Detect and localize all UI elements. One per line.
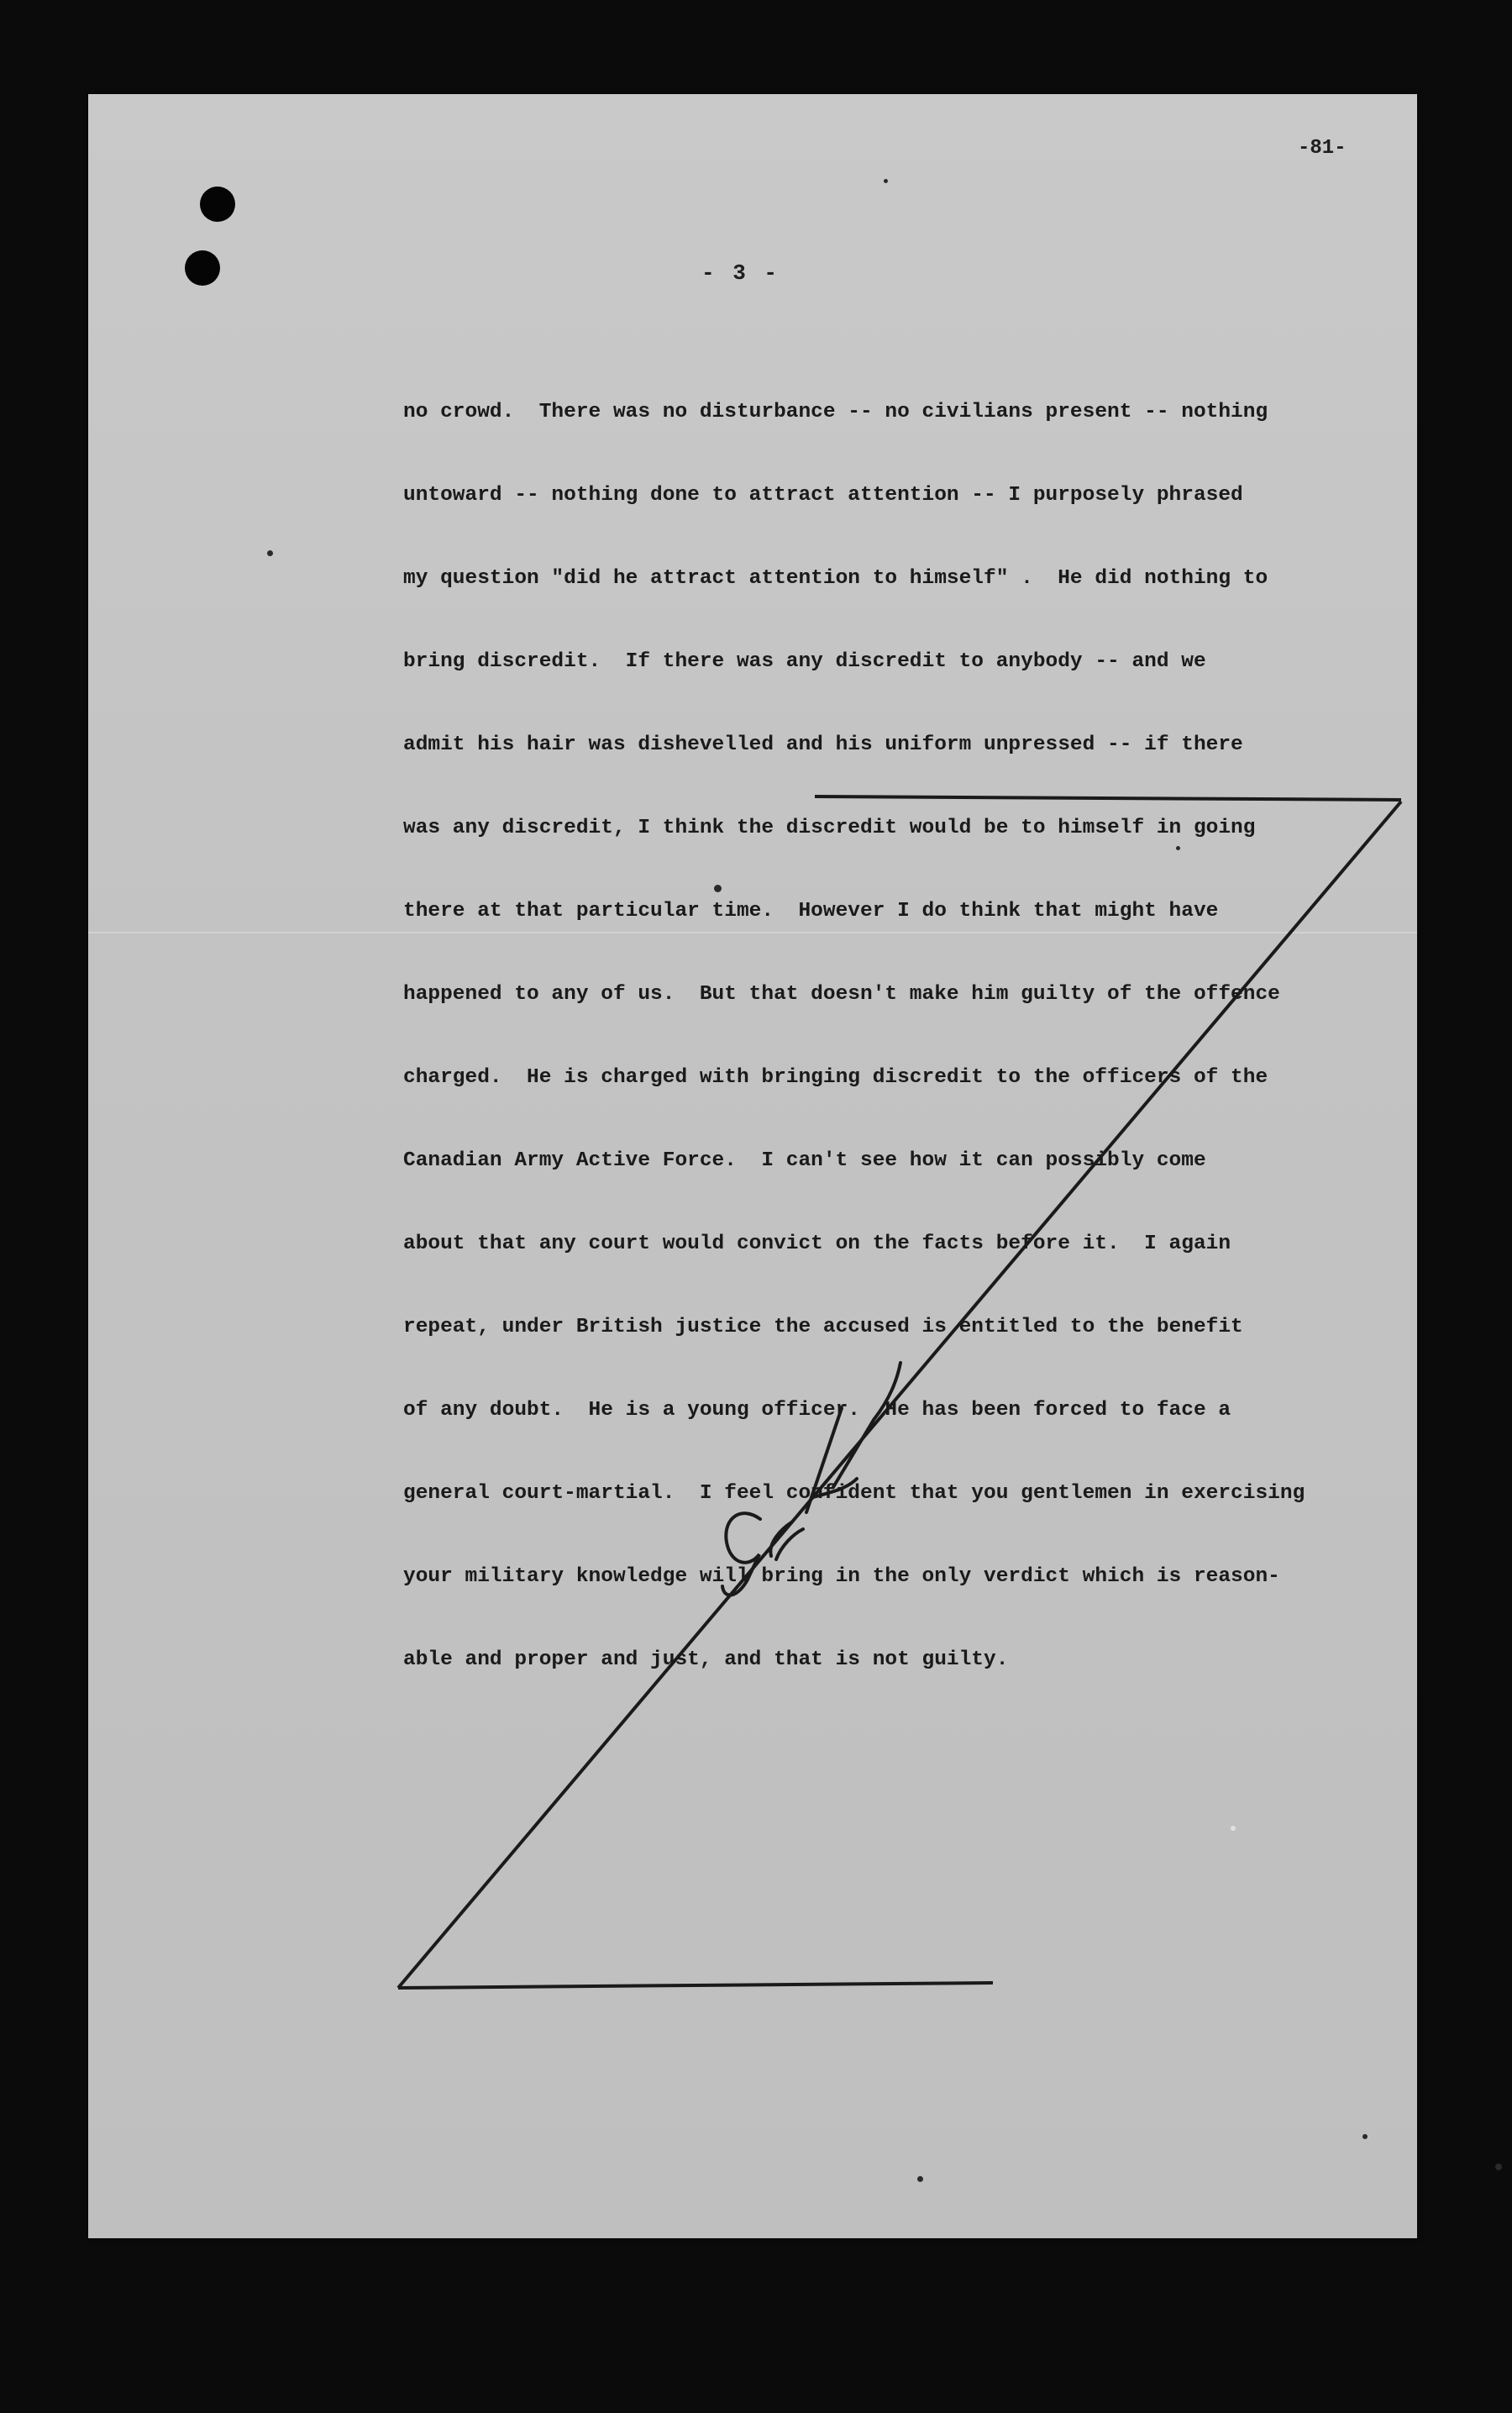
dust-speck: [884, 179, 888, 183]
text-line: charged. He is charged with bringing discredit to the officers of the: [403, 1066, 1268, 1089]
text-line: there at that particular time. However I do think that might have: [403, 900, 1219, 923]
diagonal-cancel-line: [398, 802, 1401, 1988]
dust-speck: [1495, 2163, 1502, 2170]
text-line: no crowd. There was no disturbance -- no civilians present -- nothing: [403, 401, 1268, 423]
text-line: admit his hair was dishevelled and his uniform unpressed -- if there: [403, 733, 1243, 756]
section-number: - 3 -: [701, 260, 780, 286]
dust-speck: [267, 550, 273, 556]
text-line: happened to any of us. But that doesn't make him guilty of the offence: [403, 983, 1280, 1006]
closing-rule-line: [815, 796, 1401, 800]
dust-speck: [714, 885, 722, 892]
dust-speck: [1231, 1826, 1236, 1831]
page-number: -81-: [1298, 137, 1347, 160]
text-line: general court-martial. I feel confident that you gentlemen in exercising: [403, 1482, 1305, 1505]
text-line: able and proper and just, and that is not guilty.: [403, 1648, 1009, 1671]
text-line: about that any court would convict on the facts before it. I again: [403, 1233, 1231, 1255]
text-line: bring discredit. If there was any discredit to anybody -- and we: [403, 650, 1206, 673]
text-line: Canadian Army Active Force. I can't see how it can possibly come: [403, 1149, 1206, 1172]
text-line: untoward -- nothing done to attract attention -- I purposely phrased: [403, 484, 1243, 507]
dust-speck: [1362, 2134, 1368, 2139]
dust-speck: [1176, 846, 1180, 850]
text-line: my question "did he attract attention to himself" . He did nothing to: [403, 567, 1268, 590]
text-line: your military knowledge will bring in the only verdict which is reason-: [403, 1565, 1280, 1588]
text-line: of any doubt. He is a young officer. He has been forced to face a: [403, 1399, 1231, 1422]
text-line: repeat, under British justice the accused is entitled to the benefit: [403, 1316, 1243, 1338]
text-line: was any discredit, I think the discredit would be to himself in going: [403, 817, 1256, 839]
dust-speck: [917, 2176, 923, 2182]
bottom-rule-line: [398, 1983, 993, 1988]
handwritten-initials: [722, 1363, 900, 1595]
